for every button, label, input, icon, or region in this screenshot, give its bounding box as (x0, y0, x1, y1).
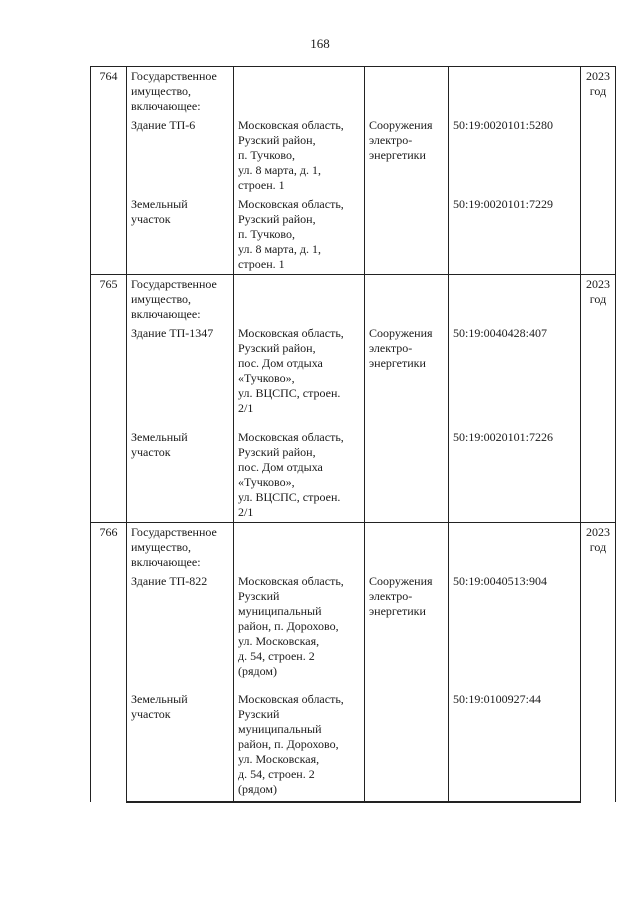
item-address: Московская область, Рузский район, п. Тучково, ул. 8 марта, д. 1, строен. 1 (234, 116, 365, 195)
purpose-cell (365, 275, 449, 325)
item-name: Земельный участок (127, 690, 234, 802)
item-name: Земельный участок (127, 428, 234, 523)
address-cell (234, 275, 365, 325)
record-number: 766 (91, 523, 127, 803)
purpose-cell (365, 67, 449, 117)
item-address: Московская область, Рузский муниципальный район, п. Дорохово, ул. Московская, д. 54, строен. 2 (рядом) (234, 690, 365, 802)
record-year: 2023 год (581, 523, 616, 803)
table-row (91, 690, 616, 802)
group-label: Государственное имущество, включающее: (127, 275, 234, 325)
record-number: 765 (91, 275, 127, 523)
address-cell (234, 523, 365, 573)
table-row (91, 572, 616, 690)
cadastral-cell (449, 523, 581, 573)
item-cadastral-number: 50:19:0100927:44 (449, 690, 581, 802)
item-name: Земельный участок (127, 195, 234, 275)
item-purpose: Сооружения электро- энергетики (365, 116, 449, 195)
cadastral-cell (449, 67, 581, 117)
record-year: 2023 год (581, 67, 616, 275)
item-purpose (365, 428, 449, 523)
group-label: Государственное имущество, включающее: (127, 67, 234, 117)
item-purpose (365, 195, 449, 275)
item-address: Московская область, Рузский муниципальный район, п. Дорохово, ул. Московская, д. 54, строен. 2 (рядом) (234, 572, 365, 690)
purpose-cell (365, 523, 449, 573)
item-cadastral-number: 50:19:0040428:407 (449, 324, 581, 428)
item-cadastral-number: 50:19:0020101:5280 (449, 116, 581, 195)
table-row (91, 116, 616, 195)
item-purpose (365, 690, 449, 802)
property-registry-table (90, 66, 616, 803)
item-address: Московская область, Рузский район, пос. Дом отдыха «Тучково», ул. ВЦСПС, строен. 2/1 (234, 324, 365, 428)
item-cadastral-number: 50:19:0020101:7226 (449, 428, 581, 523)
address-cell (234, 67, 365, 117)
table-row (91, 275, 616, 325)
item-purpose: Сооружения электро- энергетики (365, 324, 449, 428)
item-name: Здание ТП-6 (127, 116, 234, 195)
table-row (91, 67, 616, 117)
cadastral-cell (449, 275, 581, 325)
item-cadastral-number: 50:19:0020101:7229 (449, 195, 581, 275)
record-year: 2023 год (581, 275, 616, 523)
table-row (91, 523, 616, 573)
table-row (91, 195, 616, 275)
item-name: Здание ТП-1347 (127, 324, 234, 428)
item-purpose: Сооружения электро- энергетики (365, 572, 449, 690)
record-number: 764 (91, 67, 127, 275)
page-number: 168 (310, 36, 330, 51)
table-row (91, 324, 616, 428)
group-label: Государственное имущество, включающее: (127, 523, 234, 573)
table-row (91, 428, 616, 523)
item-address: Московская область, Рузский район, пос. Дом отдыха «Тучково», ул. ВЦСПС, строен. 2/1 (234, 428, 365, 523)
item-address: Московская область, Рузский район, п. Тучково, ул. 8 марта, д. 1, строен. 1 (234, 195, 365, 275)
item-name: Здание ТП-822 (127, 572, 234, 690)
item-cadastral-number: 50:19:0040513:904 (449, 572, 581, 690)
